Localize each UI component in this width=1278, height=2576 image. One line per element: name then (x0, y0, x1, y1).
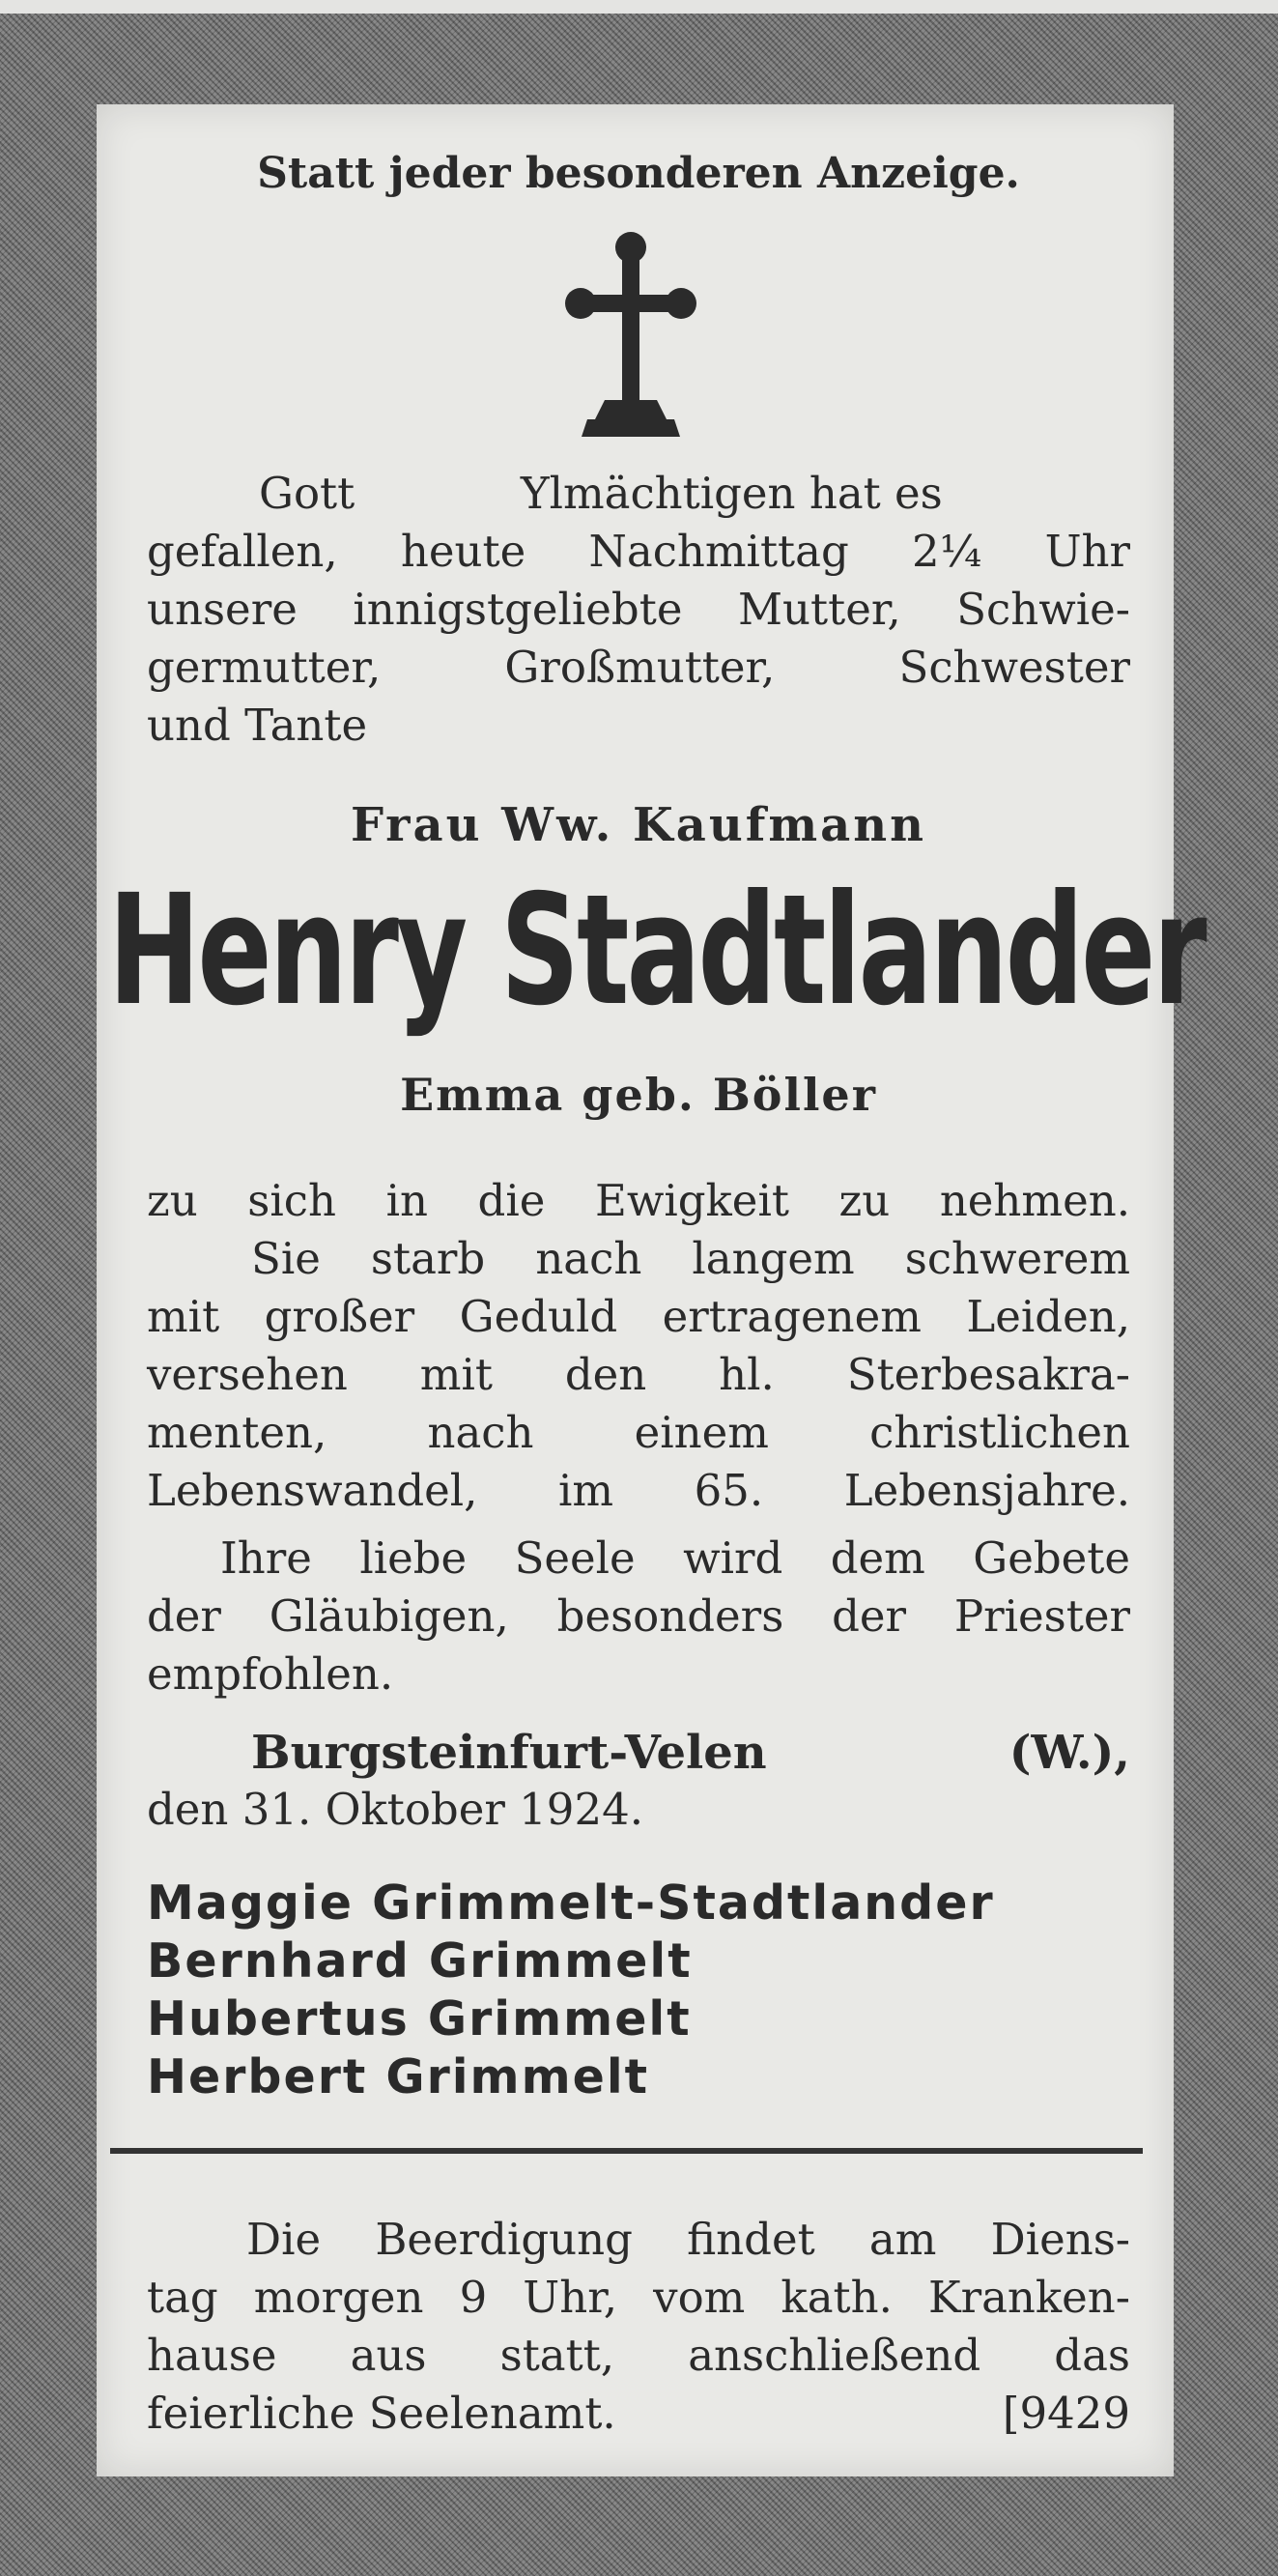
funeral-line-4: feierliche Seelenamt. (147, 2388, 616, 2439)
date-line: den 31. Oktober 1924. (147, 1784, 644, 1835)
text-line-3: mit großer Geduld ertragenem Leiden, (147, 1291, 1130, 1342)
signer-2: Bernhard Grimmelt (147, 1933, 693, 1989)
intro-line-5: und Tante (147, 700, 368, 751)
text-line-2: Sie starb nach langem schwerem (251, 1233, 1130, 1284)
obituary-notice (97, 104, 1205, 2476)
paper-edge (0, 0, 1278, 14)
notice-header: Statt jeder besonderen Anzeige. (257, 149, 1020, 198)
reference-number: [9429 (1002, 2388, 1130, 2439)
signer-1: Maggie Grimmelt-Stadtlander (147, 1875, 995, 1931)
text-line-6: Lebenswandel, im 65. Lebensjahre. (147, 1465, 1130, 1516)
funeral-line-3: hause aus statt, anschließend das (147, 2330, 1130, 2381)
signer-4: Herbert Grimmelt (147, 2049, 650, 2104)
deceased-title: Frau Ww. Kaufmann (350, 798, 927, 852)
text-line-1: zu sich in die Ewigkeit zu nehmen. (147, 1175, 1130, 1226)
signer-3: Hubertus Grimmelt (147, 1991, 692, 2046)
intro-line-3: unsere innigstgeliebte Mutter, Schwie- (147, 584, 1130, 635)
intro-line-1: Gott Ylmächtigen hat es (259, 468, 943, 519)
intro-line-2: gefallen, heute Nachmittag 2¼ Uhr (147, 526, 1130, 577)
text-line-7: Ihre liebe Seele wird dem Gebete (220, 1532, 1130, 1584)
place-line: Burgsteinfurt-Velen (W.), (251, 1726, 1130, 1780)
divider-rule (110, 2148, 1143, 2154)
text-line-5: menten, nach einem christlichen (147, 1407, 1130, 1458)
text-line-4: versehen mit den hl. Sterbesakra- (147, 1349, 1130, 1400)
cross-icon (558, 226, 703, 448)
intro-line-4: germutter, Großmutter, Schwester (147, 642, 1130, 693)
deceased-name: Henry Stadtlander (108, 862, 1205, 1040)
text-line-9: empfohlen. (147, 1648, 394, 1700)
deceased-birth-name: Emma geb. Böller (400, 1069, 877, 1121)
funeral-line-2: tag morgen 9 Uhr, vom kath. Kranken- (147, 2272, 1130, 2323)
text-line-8: der Gläubigen, besonders der Priester (147, 1590, 1130, 1642)
funeral-line-1: Die Beerdigung findet am Diens- (246, 2214, 1130, 2265)
